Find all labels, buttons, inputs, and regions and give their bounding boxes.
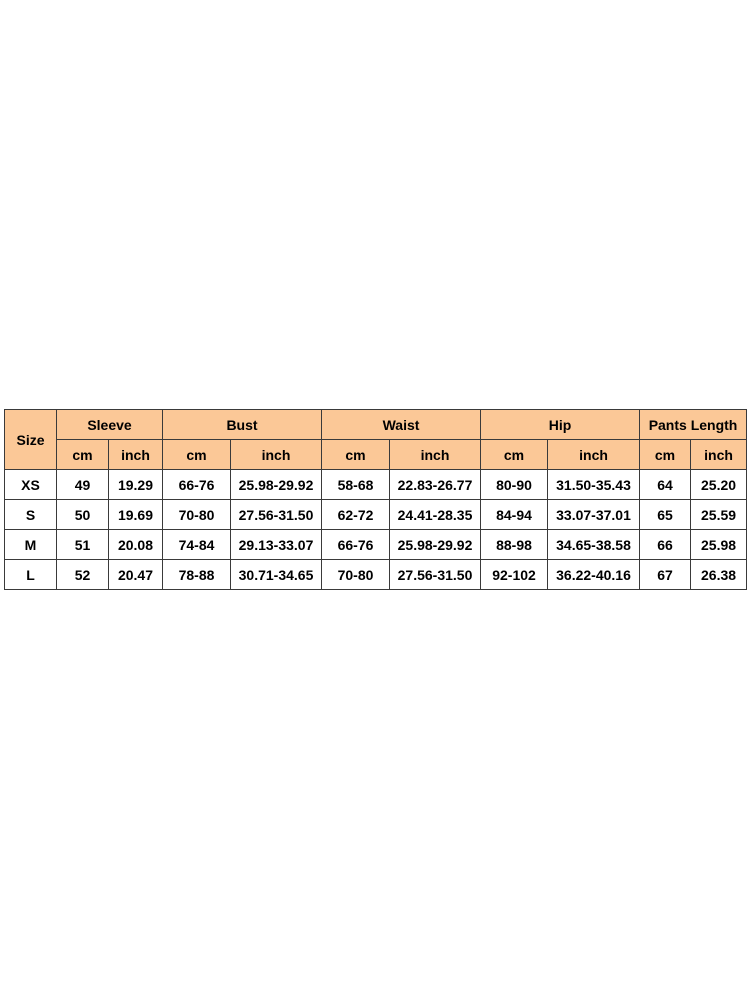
table-cell: 70-80 — [163, 500, 231, 530]
table-cell: 92-102 — [481, 560, 548, 590]
table-row — [5, 500, 747, 530]
table-cell: 64 — [640, 470, 691, 500]
table-row — [5, 530, 747, 560]
unit-header: cm — [322, 440, 390, 470]
table-cell: 19.29 — [109, 470, 163, 500]
table-cell: 84-94 — [481, 500, 548, 530]
table-cell: 27.56-31.50 — [390, 560, 481, 590]
table-cell: 24.41-28.35 — [390, 500, 481, 530]
table-cell: 33.07-37.01 — [548, 500, 640, 530]
table-cell: 34.65-38.58 — [548, 530, 640, 560]
table-cell: 22.83-26.77 — [390, 470, 481, 500]
table-cell: 36.22-40.16 — [548, 560, 640, 590]
size-chart-table — [4, 409, 747, 590]
unit-header-row — [5, 440, 747, 470]
unit-header: inch — [231, 440, 322, 470]
hip-header: Hip — [481, 410, 640, 440]
unit-header: cm — [640, 440, 691, 470]
table-cell: 29.13-33.07 — [231, 530, 322, 560]
unit-header: cm — [57, 440, 109, 470]
table-cell: 20.08 — [109, 530, 163, 560]
table-cell: 25.20 — [691, 470, 747, 500]
table-cell: 66-76 — [163, 470, 231, 500]
table-cell: 52 — [57, 560, 109, 590]
table-cell: 74-84 — [163, 530, 231, 560]
table-cell: 25.98-29.92 — [390, 530, 481, 560]
unit-header: inch — [109, 440, 163, 470]
table-cell: 70-80 — [322, 560, 390, 590]
size-header: Size — [5, 410, 57, 470]
unit-header: inch — [390, 440, 481, 470]
unit-header: cm — [163, 440, 231, 470]
table-cell: 66-76 — [322, 530, 390, 560]
table-cell: 78-88 — [163, 560, 231, 590]
pants-length-header: Pants Length — [640, 410, 747, 440]
unit-header: inch — [548, 440, 640, 470]
table-cell: 51 — [57, 530, 109, 560]
size-cell: XS — [5, 470, 57, 500]
bust-header: Bust — [163, 410, 322, 440]
table-cell: 26.38 — [691, 560, 747, 590]
table-cell: 27.56-31.50 — [231, 500, 322, 530]
table-cell: 66 — [640, 530, 691, 560]
table-cell: 25.98 — [691, 530, 747, 560]
table-cell: 20.47 — [109, 560, 163, 590]
waist-header: Waist — [322, 410, 481, 440]
table-row — [5, 470, 747, 500]
table-cell: 19.69 — [109, 500, 163, 530]
table-cell: 25.59 — [691, 500, 747, 530]
size-cell: L — [5, 560, 57, 590]
table-cell: 58-68 — [322, 470, 390, 500]
table-cell: 50 — [57, 500, 109, 530]
table-cell: 31.50-35.43 — [548, 470, 640, 500]
size-cell: M — [5, 530, 57, 560]
group-header-row — [5, 410, 747, 440]
table-cell: 67 — [640, 560, 691, 590]
table-cell: 25.98-29.92 — [231, 470, 322, 500]
unit-header: cm — [481, 440, 548, 470]
table-cell: 88-98 — [481, 530, 548, 560]
table-cell: 49 — [57, 470, 109, 500]
table-cell: 62-72 — [322, 500, 390, 530]
table-cell: 30.71-34.65 — [231, 560, 322, 590]
table-cell: 80-90 — [481, 470, 548, 500]
size-cell: S — [5, 500, 57, 530]
table-cell: 65 — [640, 500, 691, 530]
unit-header: inch — [691, 440, 747, 470]
table-row — [5, 560, 747, 590]
sleeve-header: Sleeve — [57, 410, 163, 440]
